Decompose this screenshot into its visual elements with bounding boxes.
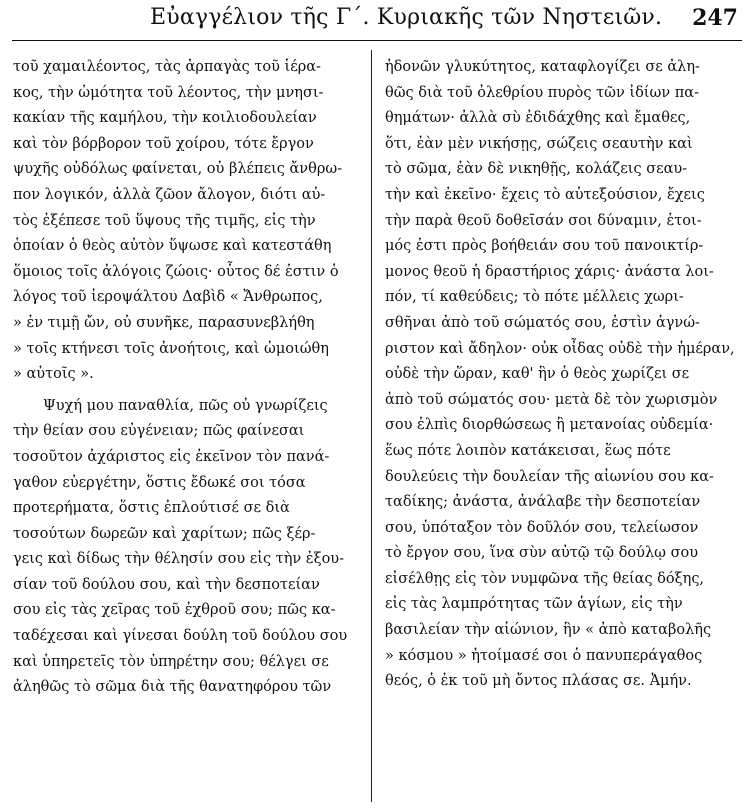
text-line: τοσούτων δωρεῶν καὶ χαρίτων; πῶς ξέρ-	[13, 525, 316, 542]
text-line: δουλεύεις τὴν δουλείαν τῆς αἰωνίου σου κα-	[385, 468, 714, 485]
text-line: ψυχῆς οὐδόλως φαίνεται, οὐ βλέπεις ἄνθρω-	[13, 161, 343, 178]
text-line: βασιλείαν τὴν αἰώνιον, ἣν « ἀπὸ καταβολῆς	[385, 622, 712, 639]
text-line: εἰσέλθῃς εἰς τὸν νυμφῶνα τῆς θείας δόξης,	[385, 570, 705, 587]
text-line: » κόσμου » ἡτοίμασέ σοι ὁ πανυπεράγαθος	[385, 647, 703, 664]
text-line: τοῦ χαμαιλέοντος, τὰς ἁρπαγὰς τοῦ ἱέρα-	[13, 59, 321, 75]
text-line: ὁποίαν ὁ θεὸς αὐτὸν ὕψωσε καὶ κατεστάθη	[13, 238, 332, 255]
text-line: σθῆναι ἀπὸ τοῦ σώματός σου, ἐστὶν ἀγνώ-	[385, 314, 700, 331]
text-line: ἕως πότε λοιπὸν κατάκεισαι, ἕως πότε	[385, 442, 671, 459]
left-column	[13, 55, 363, 701]
text-line: μονος θεοῦ ἡ δραστήριος χάρις· ἀνάστα λοι-	[385, 263, 714, 280]
text-line: τοσοῦτον ἀχάριστος εἰς ἐκεῖνον τὸν πανά-	[13, 448, 330, 465]
text-line: τὸ ἔργον σου, ἵνα σὺν αὐτῷ τῷ δούλῳ σου	[385, 545, 699, 562]
text-line: » ἐν τιμῇ ὤν, οὐ συνῆκε, παρασυνεβλήθη	[13, 314, 315, 331]
page-header	[0, 0, 754, 40]
text-line: λόγος τοῦ ἱεροψάλτου Δαβὶδ « Ἄνθρωπος,	[13, 289, 323, 306]
text-line: εἰς τὰς λαμπρότητας τῶν ἁγίων, εἰς τὴν	[385, 596, 683, 613]
page-number: 247	[692, 5, 738, 31]
text-line: πόν, τί καθεύδεις; τὸ πότε μέλλεις χωρι-	[385, 289, 684, 306]
text-line: ταδέχεσαι καὶ γίνεσαι δούλη τοῦ δούλου σου	[13, 628, 348, 645]
text-line: ριστον καὶ ἄδηλον· οὐκ οἶδας οὐδὲ τὴν ἡμέραν,	[385, 340, 735, 357]
text-line: σου εἰς τὰς χεῖρας τοῦ ἐχθροῦ σου; πῶς κα-	[13, 602, 336, 619]
text-line: καὶ ὑπηρετεῖς τὸν ὑπηρέτην σου; θέλγει σε	[13, 653, 329, 670]
text-line: οὐδὲ τὴν ὥραν, καθ' ἣν ὁ θεὸς χωρίζει σε	[385, 366, 690, 383]
column-divider	[371, 50, 372, 802]
text-line: » αὐτοῖς ».	[13, 366, 94, 383]
text-line: καὶ τὸν βόρβορον τοῦ χοίρου, τότε ἔργον	[13, 135, 314, 152]
text-line: κακίαν τῆς καμήλου, τὴν κοιλιοδουλείαν	[13, 110, 317, 127]
paragraph-continuation	[13, 55, 363, 388]
text-line: σίαν τοῦ δούλου σου, καὶ τὴν δεσποτείαν	[13, 576, 320, 593]
text-line: κος, τὴν ὠμότητα τοῦ λέοντος, τὴν μνησι-	[13, 84, 324, 101]
text-line: προτερήματα, ὅστις ἐπλούτισέ σε διὰ	[13, 500, 290, 517]
text-line: θεός, ὁ ἐκ τοῦ μὴ ὄντος πλάσας σε. Ἀμήν.	[385, 673, 692, 690]
text-line: ὅτι, ἐὰν μὲν νικήσῃς, σώζεις σεαυτὴν καὶ	[385, 135, 693, 152]
text-line: σου ἐλπὶς διορθώσεως ἢ μετανοίας οὐδεμία·	[385, 417, 714, 434]
text-line: ταδίκης; ἀνάστα, ἀνάλαβε τὴν δεσποτείαν	[385, 494, 701, 511]
text-line: » τοῖς κτήνεσι τοῖς ἀνοήτοις, καὶ ὡμοιώθη	[13, 340, 329, 357]
text-line: τὸ σῶμα, ἐὰν δὲ νικηθῇς, κολάζεις σεαυ-	[385, 161, 688, 178]
text-line: θῶς διὰ τοῦ ὀλεθρίου πυρὸς τῶν ἰδίων πα-	[385, 84, 699, 101]
text-line: θημάτων· ἀλλὰ σὺ ἐδιδάχθης καὶ ἔμαθες,	[385, 110, 691, 127]
text-line: τὴν θείαν σου εὐγένειαν; πῶς φαίνεσαι	[13, 423, 305, 440]
text-line: γεις καὶ δίδως τὴν θέλησίν σου εἰς τὴν ἐξου-	[13, 551, 345, 568]
text-line: τὴν παρὰ θεοῦ δοθεῖσάν σοι δύναμιν, ἑτοι-	[385, 212, 702, 229]
text-line: τὴν καὶ ἐκεῖνο· ἔχεις τὸ αὐτεξούσιον, ἔχεις	[385, 186, 705, 203]
text-line: σου, ὑπόταξον τὸν δοῦλόν σου, τελείωσον	[385, 519, 699, 536]
text-line: τὸς ἐξέπεσε τοῦ ὕψους τῆς τιμῆς, εἰς τὴν	[13, 212, 316, 229]
text-line: ὅμοιος τοῖς ἀλόγοις ζώοις· οὗτος δέ ἐστιν ὁ	[13, 263, 339, 280]
text-line: ἀπὸ τοῦ σώματός σου· μετὰ δὲ τὸν χωρισμὸν	[385, 391, 718, 408]
text-line: ἀληθῶς τὸ σῶμα διὰ τῆς θανατηφόρου τῶν	[13, 679, 332, 696]
text-line: μός ἐστι πρὸς βοήθειάν σου τοῦ πανοικτίρ-	[385, 238, 704, 255]
text-line: ἡδονῶν γλυκύτητος, καταφλογίζει σε ἀλη-	[385, 59, 700, 75]
right-column	[385, 55, 735, 695]
paragraph-soul-address	[13, 394, 363, 701]
running-title: Εὐαγγέλιον τῆς Γ΄. Κυριακῆς τῶν Νηστειῶν.	[150, 5, 663, 30]
text-line: γαθον εὐεργέτην, ὅστις ἔδωκέ σοι τόσα	[13, 474, 306, 491]
text-line: πον λογικόν, ἀλλὰ ζῶον ἄλογον, διότι αὐ-	[13, 186, 326, 203]
header-rule	[12, 40, 742, 41]
text-line: Ψυχή μου παναθλία, πῶς οὐ γνωρίζεις	[43, 397, 328, 414]
